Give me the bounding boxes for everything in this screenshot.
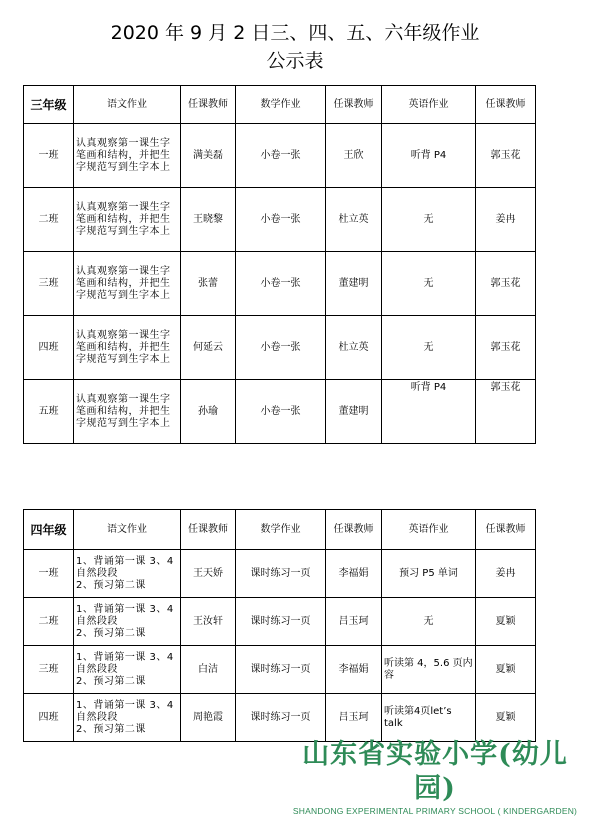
header-math: 数学作业 <box>236 510 326 550</box>
english-teacher-cell: 郭玉花 <box>476 316 536 380</box>
table-row <box>24 598 536 646</box>
header-teacher: 任课教师 <box>476 86 536 124</box>
chinese-teacher-cell: 张蕾 <box>181 252 236 316</box>
school-logo-name: 山东省实验小学(幼儿园) <box>302 739 568 804</box>
chinese-homework-cell: 认真观察第一课生字笔画和结构，并把生字规范写到生字本上 <box>74 188 181 252</box>
table-row <box>24 646 536 694</box>
school-logo-english-name: SHANDONG EXPERIMENTAL PRIMARY SCHOOL ( KINDERGARDEN) <box>292 806 578 816</box>
class-cell: 一班 <box>24 550 74 598</box>
header-chinese: 语文作业 <box>74 86 181 124</box>
english-homework-cell: 无 <box>382 252 476 316</box>
chinese-teacher-cell: 王天娇 <box>181 550 236 598</box>
math-homework-cell: 课时练习一页 <box>236 550 326 598</box>
english-teacher-cell: 郭玉花 <box>476 124 536 188</box>
chinese-homework-cell: 1、背诵第一课 3、4 自然段段 2、预习第二课 <box>74 694 181 742</box>
header-teacher: 任课教师 <box>181 86 236 124</box>
page-subtitle: 公示表 <box>266 50 324 72</box>
header-english: 英语作业 <box>382 510 476 550</box>
header-math: 数学作业 <box>236 86 326 124</box>
grade-label: 三年级 <box>24 86 74 124</box>
header-english: 英语作业 <box>382 86 476 124</box>
math-homework-cell: 小卷一张 <box>236 380 326 444</box>
class-cell: 五班 <box>24 380 74 444</box>
math-teacher-cell: 李福娟 <box>326 550 382 598</box>
table-row <box>24 694 536 742</box>
header-chinese: 语文作业 <box>74 510 181 550</box>
class-cell: 三班 <box>24 252 74 316</box>
math-teacher-cell: 董建明 <box>326 380 382 444</box>
table-row <box>24 252 536 316</box>
chinese-teacher-cell: 王晓黎 <box>181 188 236 252</box>
header-teacher: 任课教师 <box>181 510 236 550</box>
math-teacher-cell: 吕玉珂 <box>326 694 382 742</box>
english-teacher-cell: 姜冉 <box>476 550 536 598</box>
math-homework-cell: 课时练习一页 <box>236 598 326 646</box>
math-teacher-cell: 杜立英 <box>326 316 382 380</box>
english-homework-cell: 听读第 4，5.6 页内容 <box>382 646 476 694</box>
english-teacher-cell: 夏颖 <box>476 598 536 646</box>
english-teacher-cell: 夏颖 <box>476 646 536 694</box>
chinese-teacher-cell: 孙瑜 <box>181 380 236 444</box>
header-teacher: 任课教师 <box>326 86 382 124</box>
math-homework-cell: 课时练习一页 <box>236 646 326 694</box>
grade-label: 四年级 <box>24 510 74 550</box>
chinese-homework-cell: 1、背诵第一课 3、4 自然段段 2、预习第二课 <box>74 646 181 694</box>
english-homework-cell: 无 <box>382 188 476 252</box>
chinese-homework-cell: 认真观察第一课生字笔画和结构，并把生字规范写到生字本上 <box>74 380 181 444</box>
chinese-teacher-cell: 何延云 <box>181 316 236 380</box>
chinese-teacher-cell: 王汝轩 <box>181 598 236 646</box>
math-teacher-cell: 董建明 <box>326 252 382 316</box>
class-cell: 四班 <box>24 694 74 742</box>
english-teacher-cell: 姜冉 <box>476 188 536 252</box>
table-row <box>24 380 536 444</box>
math-teacher-cell: 李福娟 <box>326 646 382 694</box>
math-teacher-cell: 吕玉珂 <box>326 598 382 646</box>
english-teacher-cell: 夏颖 <box>476 694 536 742</box>
header-teacher: 任课教师 <box>476 510 536 550</box>
english-homework-cell: 听读第4页let’s talk <box>382 694 476 742</box>
table-row <box>24 188 536 252</box>
math-teacher-cell: 杜立英 <box>326 188 382 252</box>
header-teacher: 任课教师 <box>326 510 382 550</box>
english-homework-cell: 无 <box>382 316 476 380</box>
chinese-homework-cell: 1、背诵第一课 3、4 自然段段 2、预习第二课 <box>74 550 181 598</box>
english-homework-cell: 预习 P5 单词 <box>382 550 476 598</box>
chinese-teacher-cell: 白洁 <box>181 646 236 694</box>
english-teacher-cell: 郭玉花 <box>476 380 536 444</box>
math-homework-cell: 课时练习一页 <box>236 694 326 742</box>
table-header-row <box>24 510 536 550</box>
class-cell: 二班 <box>24 188 74 252</box>
math-homework-cell: 小卷一张 <box>236 252 326 316</box>
school-logo <box>285 738 585 817</box>
class-cell: 一班 <box>24 124 74 188</box>
english-homework-cell: 无 <box>382 598 476 646</box>
class-cell: 三班 <box>24 646 74 694</box>
table-row <box>24 316 536 380</box>
class-cell: 二班 <box>24 598 74 646</box>
grade3-homework-table <box>23 85 536 444</box>
chinese-homework-cell: 认真观察第一课生字笔画和结构，并把生字规范写到生字本上 <box>74 252 181 316</box>
chinese-homework-cell: 认真观察第一课生字笔画和结构，并把生字规范写到生字本上 <box>74 316 181 380</box>
class-cell: 四班 <box>24 316 74 380</box>
chinese-homework-cell: 1、背诵第一课 3、4 自然段段 2、预习第二课 <box>74 598 181 646</box>
math-homework-cell: 小卷一张 <box>236 124 326 188</box>
english-homework-cell: 听背 P4 <box>382 380 476 444</box>
table-row <box>24 124 536 188</box>
chinese-teacher-cell: 满美磊 <box>181 124 236 188</box>
chinese-homework-cell: 认真观察第一课生字笔画和结构，并把生字规范写到生字本上 <box>74 124 181 188</box>
math-homework-cell: 小卷一张 <box>236 188 326 252</box>
grade4-homework-table <box>23 509 536 742</box>
chinese-teacher-cell: 周艳霞 <box>181 694 236 742</box>
table-row <box>24 550 536 598</box>
math-teacher-cell: 王欣 <box>326 124 382 188</box>
english-homework-cell: 听背 P4 <box>382 124 476 188</box>
english-teacher-cell: 郭玉花 <box>476 252 536 316</box>
math-homework-cell: 小卷一张 <box>236 316 326 380</box>
page-title: 2020 年 9 月 2 日三、四、五、六年级作业 <box>110 22 480 44</box>
table-header-row <box>24 86 536 124</box>
